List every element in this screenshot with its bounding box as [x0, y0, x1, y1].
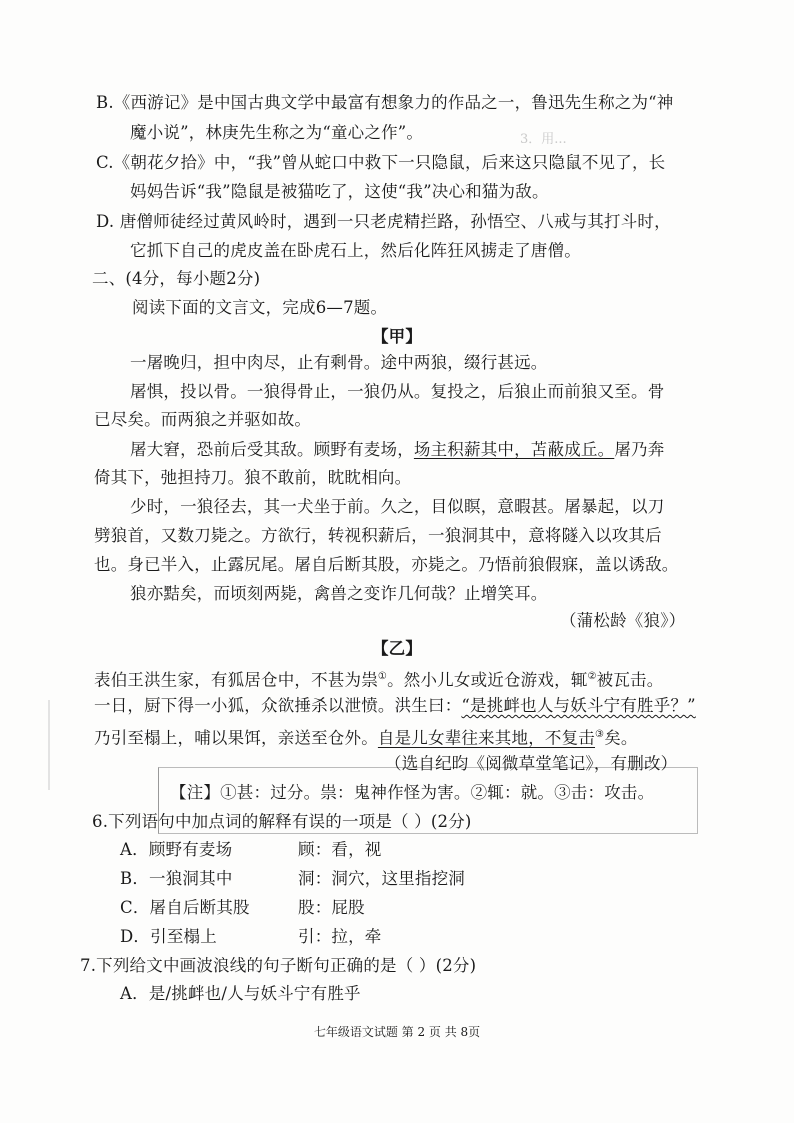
q6-option-d-label: D．引至榻上 [120, 927, 217, 946]
option-c-line1: C.《朝花夕拾》中，“我”曾从蛇口中救下一只隐鼠，后来这只隐鼠不见了，长 [96, 153, 666, 172]
option-c-line2: 妈妈告诉“我”隐鼠是被猫吃了，这使“我”决心和猫为敌。 [130, 182, 549, 201]
q6-option-a-explanation: 顾：看，视 [298, 840, 382, 859]
yi-l2-text-a: 一日，厨下得一小狐，众欲捶杀以泄愤。洪生曰： [94, 696, 462, 715]
yi-l3-text-a: 乃引至榻上，哺以果饵，亲送至仓外。 [94, 728, 378, 748]
option-b-line1: B.《西游记》是中国古典文学中最富有想象力的作品之一，鲁迅先生称之为“神 [96, 93, 674, 112]
q6-option-c-explanation: 股：屁股 [298, 898, 365, 917]
jia-para-4-line2: 劈狼首，又数刀毙之。方欲行，转视积薪后，一狼洞其中，意将隧入以攻其后 [94, 526, 662, 545]
jia-p3-underlined-sentence: 场主积薪其中，苫蔽成丘。 [413, 440, 615, 459]
jia-para-4-line1: 少时，一狼径去，其一犬坐于前。久之，目似瞑，意暇甚。屠暴起，以刀 [130, 497, 665, 516]
jia-para-4-line3: 也。身已半入，止露尻尾。屠自后断其股，亦毙之。乃悟前狼假寐，盖以诱敌。 [94, 555, 679, 574]
jia-para-1: 一屠晚归，担中肉尽，止有剩骨。途中两狼，缀行甚远。 [130, 353, 548, 372]
section-heading: 二、(4分，每小题2分) [92, 269, 261, 288]
yi-l1-text-c: 被瓦击。 [596, 670, 664, 690]
yi-notes: 【注】①甚：过分。祟：鬼神作怪为害。②辄：就。③击：攻击。 [170, 783, 655, 802]
q6-option-c-label: C．屠自后断其股 [120, 898, 250, 917]
yi-line-2 [94, 695, 696, 717]
jia-source: （蒲松龄《狼》） [560, 611, 686, 630]
scan-edge-mark [48, 700, 50, 790]
jia-para-2-line1: 屠惧，投以骨。一狼得骨止，一狼仍从。复投之，后狼止而前狼又至。骨 [130, 382, 665, 401]
yi-l1-text-b: 。然小儿女或近仓游戏，辄 [387, 670, 588, 690]
yi-line-1 [94, 666, 663, 692]
q6-option-d-explanation: 引：拉，牵 [298, 927, 382, 946]
jia-para-3-line1 [130, 439, 664, 461]
jia-para-2-line2: 已尽矣。而两狼之并驱如故。 [94, 410, 312, 429]
q6-stem: 6.下列语句中加点词的解释有误的一项是（ ）(2分) [92, 812, 472, 831]
option-d-line1: D. 唐僧师徒经过黄风岭时，遇到一只老虎精拦路，孙悟空、八戒与其打斗时， [96, 212, 671, 231]
jia-p3-text-a: 屠大窘，恐前后受其敌。顾野有麦场， [130, 440, 414, 459]
yi-l3-text-b: 矣。 [604, 728, 638, 748]
note-marker-3: ③ [595, 729, 605, 740]
yi-line-3 [94, 724, 638, 750]
q6-option-b-label: B．一狼洞其中 [120, 869, 233, 888]
jia-para-5: 狼亦黠矣，而顷刻两毙，禽兽之变诈几何哉？止增笑耳。 [130, 584, 548, 603]
passage-jia-title: 【甲】 [371, 327, 423, 346]
passage-yi-title: 【乙】 [371, 639, 423, 658]
section-instruction: 阅读下面的文言文，完成6—7题。 [132, 298, 388, 317]
q6-option-b-explanation: 洞：洞穴，这里指挖洞 [298, 869, 465, 888]
note-marker-1: ① [377, 671, 388, 682]
yi-l1-text-a: 表伯王洪生家，有狐居仓中，不甚为祟 [94, 670, 378, 690]
jia-para-3-line2: 倚其下，弛担持刀。狼不敢前，眈眈相向。 [94, 468, 412, 487]
yi-underlined-sentence: 自是儿女辈往来其地，不复击 [377, 728, 596, 748]
yi-wavy-underlined-sentence: “是挑衅也人与妖斗宁有胜乎？” [461, 696, 696, 715]
option-d-line2: 它抓下自己的虎皮盖在卧虎石上，然后化阵狂风掳走了唐僧。 [130, 241, 581, 260]
bleed-through-text: 3．用... [520, 132, 567, 147]
yi-source: （选自纪昀《阅微草堂笔记》，有删改） [385, 754, 678, 773]
page-footer: 七年级语文试题 第 2 页 共 8页 [313, 1025, 481, 1039]
note-marker-2: ② [587, 671, 597, 682]
jia-p3-text-b: 屠乃奔 [614, 440, 665, 459]
q7-option-a: A．是/挑衅也/人与妖斗宁有胜乎 [120, 984, 361, 1003]
q7-stem: 7.下列给文中画波浪线的句子断句正确的是（ ）(2分) [80, 956, 477, 975]
q6-option-a-label: A．顾野有麦场 [120, 840, 233, 859]
option-b-line2: 魔小说”，林庚先生称之为“童心之作”。 [130, 123, 424, 142]
